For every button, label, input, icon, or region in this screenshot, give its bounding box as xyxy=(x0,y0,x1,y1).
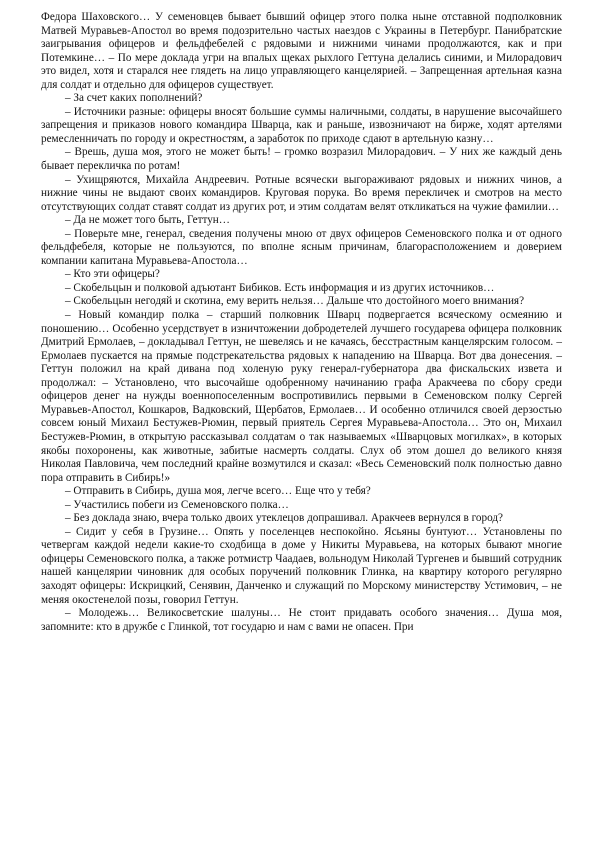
paragraph: – Врешь, душа моя, этого не может быть! – громко возразил Милорадович. – У них же каждый день бывает перекличка по ротам! xyxy=(41,146,562,173)
paragraph: – Поверьте мне, генерал, сведения получены мною от двух офицеров Семеновского полка и от одного фельдфебеля, которые не пользуются, по вполне ясным причинам, благорасположением и доверием компании капитана Муравьева-Апостола… xyxy=(41,227,562,267)
paragraph: – Скобельцын и полковой адъютант Бибиков. Есть информация и из других источников… xyxy=(65,281,495,294)
paragraph: – Новый командир полка – старший полковник Шварц подвергается всяческому осмеянию и поношению… Особенно усердствует в изничтожении добродетелей лучшего государева офицера полковник Дмитрий Ермолаев, – докладывал Геттун, не шевелясь и не качаясь, бесстрастным канцелярским голосом. – Ермолаев пускается на прямые подстрекательства рядовых к нападению на Шварца. Вот два донесения. – Геттун положил на край дивана под холеную руку генерал-губернатора два фискальских извета и продолжал: – Установлено, что высочайше одобренному начинанию графа Аракчеева по сбору среди офицеров денег на нужды военнопоселенным воспротивились первыми в Семеновском полку Сергей Муравьев-Апостол, Кошкаров, Вадковский, Щербатов, Ермолаев… И особенно отличился своей дерзостью совсем юный Михаил Бестужев-Рюмин, первый приятель Сергея Муравьева-Апостола… Это он, Михаил Бестужев-Рюмин, в открытую рассказывал солдатам о так называемых «Шварцовых могилках», в которых якобы похоронены, как животные, забитые насмерть солдаты. Слух об этом дошел до великого князя Николая Павловича, чем последний крайне возмутился и сказал: «Весь Семеновский полк полностью давно пора отправить в Сибирь!» xyxy=(41,309,562,484)
paragraph: – Скобельцын негодяй и скотина, ему верить нельзя… Дальше что достойного моего внимания? xyxy=(65,295,525,308)
paragraph: – Отправить в Сибирь, душа моя, легче всего… Еще что у тебя? xyxy=(65,485,371,498)
paragraph: – Ухищряются, Михайла Андреевич. Ротные всячески выгораживают рядовых и нижних чинов, а нижние чины не выдают своих командиров. Круговая порука. Во время перекличек и смотров на место отсутствующих солдат ставят солдат из других рот, и этим солдатам велят откликаться на чужие фамилии… xyxy=(41,173,562,213)
paragraph: Федора Шаховского… У семеновцев бывает бывший офицер этого полка ныне отставной подполковник Матвей Муравьев-Апостол во время подозрительно частых наездов с Украины в Петербург. Панибратские заигрывания офицеров и фельдфебелей с рядовыми и нижними чинами продолжаются, как и при Потемкине… – По мере доклада угри на впалых щеках рыхлого Геттуна делались синими, и Милорадович это видел, хотя и старался нее глядеть на лицо управляющего канцелярией. – Запрещенная артельная казна для солдат и отдельно для офицеров существует. xyxy=(41,11,562,91)
paragraph: – За счет каких пополнений? xyxy=(65,92,203,105)
paragraph: – Да не может того быть, Геттун… xyxy=(65,214,230,227)
paragraph: – Сидит у себя в Грузине… Опять у поселенцев неспокойно. Ясьяны бунтуют… Установлены по четвергам каждой недели какие-то сходбища в доме у Никиты Муравьева, на которых бывают многие офицеры Семеновского полка, а также ротмистр Чаадаев, вольнодум Николай Тургенев и бывший сотрудник нашей канцелярии чиновник для особых поручений полковник Глинка, на квартиру которого регулярно заходят офицеры: Искрицкий, Сенявин, Данченко и служащий по Морскому министерству Устимович, – не меняя окостенелой позы, говорил Геттун. xyxy=(41,525,562,606)
paragraph: – Источники разные: офицеры вносят большие суммы наличными, солдаты, в нарушение высочайшего запрещения и приказов нового командира Шварца, как и раньше, извозничают на бирже, ходят артелями ремесленничать по городу и окрестностям, а заработок по приходе сдают в артельную казну… xyxy=(41,105,562,145)
paragraph: – Кто эти офицеры? xyxy=(65,268,160,281)
paragraph: – Без доклада знаю, вчера только двоих утеклецов допрашивал. Аракчеев вернулся в город? xyxy=(65,512,504,525)
paragraph: – Молодежь… Великосветские шалуны… Не стоит придавать особого значения… Душа моя, запомните: кто в дружбе с Глинкой, тот государю и нам с вами не опасен. При xyxy=(41,607,562,633)
paragraph: – Участились побеги из Семеновского полка… xyxy=(65,498,289,511)
